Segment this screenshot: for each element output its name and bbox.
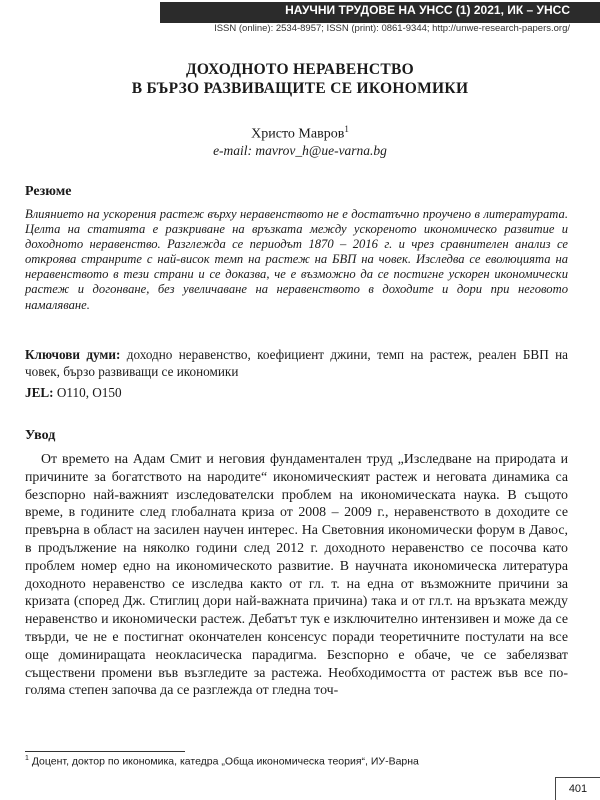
footnote-divider <box>25 751 185 752</box>
article-title-line2: В БЪРЗО РАЗВИВАЩИТЕ СЕ ИКОНОМИКИ <box>131 80 469 97</box>
author-footnote-mark: 1 <box>344 124 349 134</box>
article-title-line1: ДОХОДНОТО НЕРАВЕНСТВО <box>185 61 415 78</box>
intro-text: От времето на Адам Смит и неговия фундаментален труд „Изследване на природата и причините за богатството на народите“ икономическият растеж и неговата динамика са безспорно най-важният изследователски проблем на икономическата наука. В същото време, в годините след глобалната криза от 2008 – 2009 г., неравенството в доходите се превърна в област на засилен научен интерес. На Световния икономически форум в Давос, в продължение на няколко години след 2012 г. доходното неравенство се посочва като проблем номер едно на икономическото развитие. В научната икономическа литература доходното неравенство се изследва както от гл. т. на една от възможните причини за кризата (според Дж. Стиглиц дори най-важната причина) така и от гл.т. на връзката между неравенство и икономически растеж. Дебатът тук е изключително интензивен и може да се твърди, че не е постигнат окончателен консенсус поради теоретичните постулати на все още доминиращата неокласическа парадигма. Безспорно е обаче, че се забелязват съществени промени във възгледите за растежа. Необходимостта от растеж във все по-голяма степен започва да се разглежда от гледна точ- <box>25 452 568 699</box>
author-name-text: Христо Мавров <box>251 126 345 142</box>
footnote-mark: 1 <box>25 755 29 762</box>
journal-header <box>0 0 600 44</box>
jel-codes-text: O110, O150 <box>53 385 122 400</box>
abstract-text: Влиянието на ускорения растеж върху неравенството не е достатъчно проучено в литературата. Целта на статията е разкриване на връзката между ускореното икономическо развитие и доходното неравенство. Разглежда се периодът 1870 – 2016 г. и чрез сравнителен анализ се откроява странрите с най-висок темп на растеж на БВП на човек. Изследва се еволюцията на неравенството в тези страни и се доказва, че е възможно да се постигне ускорен икономически растеж и догонване, без увеличаване на неравенството в доходите и дори при неговото намаляване. <box>25 207 568 312</box>
jel-label: JEL: <box>25 385 54 400</box>
intro-heading: Увод <box>25 428 56 443</box>
journal-title: НАУЧНИ ТРУДОВЕ НА УНСС (1) 2021, ИК – УНСС <box>285 3 570 17</box>
abstract-heading: Резюме <box>25 184 72 199</box>
footnote-text: Доцент, доктор по икономика, катедра „Обща икономическа теория“, ИУ-Варна <box>28 755 419 768</box>
jel-codes <box>25 385 122 401</box>
page-number: 401 <box>555 777 600 800</box>
keywords-label: Ключови думи: <box>25 347 121 362</box>
keywords-text: доходно неравенство, коефициент джини, темп на растеж, реален БВП на човек, бързо развиващи се икономики <box>25 347 568 379</box>
keywords <box>25 346 568 380</box>
issn-line: ISSN (online): 2534-8957; ISSN (print): 0861-9344; http://unwe-research-papers.org/ <box>214 23 570 34</box>
author-name <box>0 124 600 143</box>
footnote <box>25 755 419 768</box>
author-email: e-mail: mavrov_h@ue-varna.bg <box>213 143 387 158</box>
